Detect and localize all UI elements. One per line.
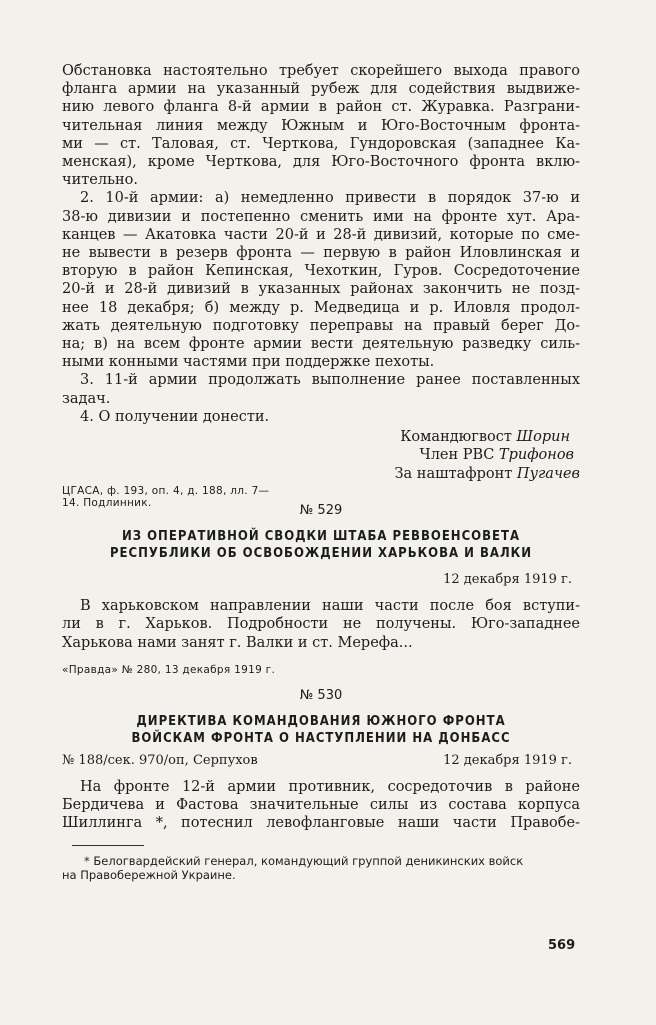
text-line: нее 18 декабря; б) между р. Медведица и р. Иловля продол- <box>62 299 580 316</box>
signature-line: Член РВС Трифонов <box>419 447 574 464</box>
paragraph-4: 4. О получении донести. <box>80 408 270 425</box>
document-530-dateline: № 188/сек. 970/оп, Серпухов 12 декабря 1919 г. <box>62 752 572 768</box>
text-line: менская), кроме Черткова, для Юго-Восточного фронта вклю- <box>62 154 580 171</box>
document-529-text <box>62 597 580 652</box>
signature-block <box>62 428 580 483</box>
footnote-divider <box>72 845 144 846</box>
text-line: В харьковском направлении наши части после боя вступи- <box>80 598 580 615</box>
text-line: Шиллинга *, потеснил левофланговые наши части Правобе- <box>62 815 580 832</box>
text-line: Харькова нами занят г. Валки и ст. Мерефа... <box>62 634 413 651</box>
document-529-heading: ИЗ ОПЕРАТИВНОЙ СВОДКИ ШТАБА РЕВВОЕНСОВЕТА РЕСПУБЛИКИ ОБ ОСВОБОЖДЕНИИ ХАРЬКОВА И ВАЛКИ <box>109 529 533 562</box>
text-line: На фронте 12-й армии противник, сосредоточив в районе <box>80 778 580 795</box>
signature-line: Командюгвост Шорин <box>400 429 570 446</box>
text-line: ли в г. Харьков. Подробности не получены. Юго-западнее <box>62 616 580 633</box>
text-line: задач. <box>62 390 111 407</box>
top-paragraph <box>62 62 580 189</box>
text-line: 2. 10-й армии: а) немедленно привести в порядок 37-ю и <box>80 190 580 207</box>
text-line: жать деятельную подготовку переправы на правый берег До- <box>62 317 580 334</box>
text-line: канцев — Акатовка части 20-й и 28-й дивизий, которые по сме- <box>62 226 580 243</box>
text-line: 38-ю дивизии и постепенно сменить ими на фронте хут. Ара- <box>62 208 580 225</box>
text-line: ными конными частями при поддержке пехоты. <box>62 354 435 371</box>
paragraph-2 <box>62 189 580 371</box>
text-line: фланга армии на указанный рубеж для содействия выдвиже- <box>62 81 580 98</box>
page-number: 569 <box>548 938 576 953</box>
paragraph-3 <box>62 371 580 407</box>
document-number-529: № 529 <box>299 503 343 519</box>
text-line: не вывести в резерв фронта — первую в район Иловлинская и <box>62 245 580 262</box>
text-line: 3. 11-й армии продолжать выполнение ранее поставленных <box>80 372 580 389</box>
page-body <box>62 62 580 882</box>
document-529-date: 12 декабря 1919 г. <box>443 572 572 588</box>
text-line: нию левого фланга 8-й армии в район ст. Журавка. Разграни- <box>62 99 580 116</box>
source-note-1: ЦГАСА, ф. 193, оп. 4, д. 188, лл. 7— 14. Подлинник. <box>62 485 270 510</box>
text-line: Обстановка настоятельно требует скорейшего выхода правого <box>62 63 580 79</box>
text-line: ми — ст. Таловая, ст. Черткова, Гундоровская (западнее Ка- <box>62 135 580 152</box>
document-530-heading: ДИРЕКТИВА КОМАНДОВАНИЯ ЮЖНОГО ФРОНТА ВОЙСКАМ ФРОНТА О НАСТУПЛЕНИИ НА ДОНБАСС <box>131 713 511 746</box>
text-line: Бердичева и Фастова значительные силы из состава корпуса <box>62 797 580 814</box>
text-line: чительная линия между Южным и Юго-Восточным фронта- <box>62 117 580 134</box>
source-note-2: «Правда» № 280, 13 декабря 1919 г. <box>62 663 276 676</box>
signature-line: За наштафронт Пугачев <box>394 465 580 482</box>
text-line: чительно. <box>62 172 138 189</box>
text-line: на; в) на всем фронте армии вести деятельную разведку силь- <box>62 336 580 353</box>
text-line: 20-й и 28-й дивизий в указанных районах закончить не позд- <box>62 281 580 298</box>
text-line: вторую в район Кепинская, Чехоткин, Гуров. Сосредоточение <box>62 263 580 280</box>
document-530-text <box>62 778 580 833</box>
document-number-530: № 530 <box>299 687 343 703</box>
footnote: * Белогвардейский генерал, командующий группой деникинских войск на Правобережной Украине. <box>62 853 524 882</box>
